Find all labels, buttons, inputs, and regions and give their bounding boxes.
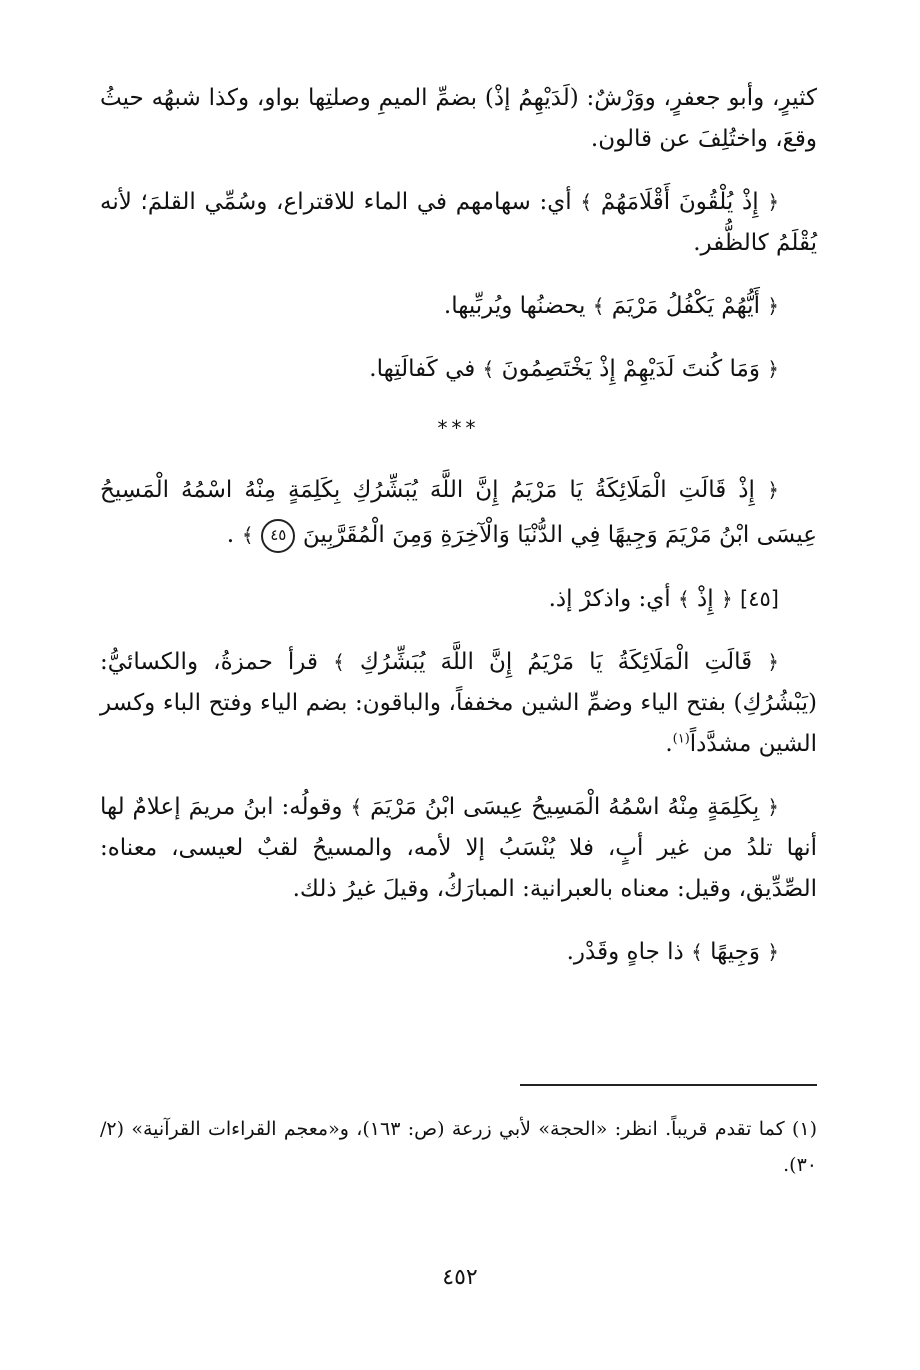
quran-open-bracket: ﴿ [767,650,779,674]
paragraph-text: أي: واذكرْ إذ. [548,586,671,612]
paragraph-text: في كَفالَتِها. [369,356,476,382]
paragraph-yubashshiruki [100,642,817,765]
quran-verse: قَالَتِ الْمَلَائِكَةُ يَا مَرْيَمُ إِنَّ اللَّهَ يُبَشِّرُكِ [359,649,753,675]
footnote: (١) كما تقدم قريباً. انظر: «الحجة» لأبي زرعة (ص: ١٦٣)، و«معجم القراءات القرآنية» (٢/ ٣٠). [100,1118,817,1176]
verse-45-block [100,467,817,557]
quran-verse: إِذْ [697,586,714,612]
quran-open-bracket: ﴿ [721,587,733,611]
quran-open-bracket: ﴿ [767,294,779,318]
quran-open-bracket: ﴿ [767,357,779,381]
quran-verse: إِذْ يُلْقُونَ أَقْلَامَهُمْ [600,189,759,215]
quran-verse: أَيُّهُمْ يَكْفُلُ مَرْيَمَ [611,293,760,319]
paragraph-yakhtasimun [100,349,817,390]
quran-verse: بِكَلِمَةٍ مِنْهُ اسْمُهُ الْمَسِيحُ عِيسَى ابْنُ مَرْيَمَ [370,794,760,820]
quran-close-bracket: ﴾ [691,940,703,964]
quran-close-bracket: ﴾ [678,587,690,611]
section-separator: *** [437,416,480,440]
period: . [226,520,235,548]
paragraph-text: يحضنُها ويُربِّيها. [443,293,586,319]
quran-close-bracket: ﴾ [580,190,593,214]
paragraph-idh [100,579,817,620]
footnote-divider [520,1084,817,1086]
quran-close-bracket: ﴾ [350,795,363,819]
ayah-number-marker: ٤٥ [261,519,295,553]
paragraph-text: أي: سهامهم في الماء للاقتراع، وسُمِّي القلمَ؛ لأنه يُقْلَمُ كالظُّفر. [100,189,817,256]
quran-open-bracket: ﴿ [767,940,779,964]
paragraph-yakful [100,286,817,327]
paragraph-text: كثيرٍ، وأبو جعفرٍ، ووَرْشٌ: (لَدَيْهِمُ إذْ) بضمِّ الميمِ وصلتِها بواو، وكذا شبهُه حيثُ وقعَ، واختُلِفَ عن قالون. [100,85,817,152]
quran-verse: وَمَا كُنتَ لَدَيْهِمْ إِذْ يَخْتَصِمُونَ [501,356,760,382]
page-number: ٤٥٢ [442,1265,478,1290]
quran-close-bracket: ﴾ [592,294,605,318]
quran-close-bracket: ﴾ [333,650,345,674]
paragraph-text: وقولُه: ابنُ مريمَ إعلامٌ لها أنها تلدُ من غير أبٍ، فلا يُنْسَبُ إلا لأمه، والمسيحُ لقبٌ لعيسى، معناه: الصِّدِّيق، وقيل: معناه بالعبرانية: المبارَكُ، وقيلَ غيرُ ذلك. [100,794,817,902]
paragraph-wajih [100,932,817,973]
period: . [665,731,673,757]
paragraph-kalima [100,787,817,910]
paragraph-text: قرأ حمزةُ، والكسائيُّ: (يَبْشُرُكِ) بفتح الياء وضمِّ الشين مخففاً، والباقون: بضم الياء وفتح الباء وكسر الشين مشدَّداً [100,649,817,757]
paragraph-reading-variants [100,78,817,160]
main-text [100,78,817,995]
paragraph-aqlam [100,182,817,264]
quran-open-bracket: ﴿ [767,795,779,819]
quran-close-bracket: ﴾ [241,523,254,547]
quran-close-bracket: ﴾ [482,357,495,381]
quran-open-bracket: ﴿ [767,190,780,214]
footnote-marker[interactable]: (١) [672,731,690,747]
verse-reference: [٤٥] [740,587,779,611]
quran-open-bracket: ﴿ [767,478,779,502]
paragraph-text: ذا جاهٍ وقَدْر. [566,939,684,965]
quran-verse-45: إِذْ قَالَتِ الْمَلَائِكَةُ يَا مَرْيَمُ إِنَّ اللَّهَ يُبَشِّرُكِ بِكَلِمَةٍ مِنْهُ اسْمُهُ الْمَسِيحُ عِيسَى ابْنُ مَرْيَمَ وَجِيهًا فِي الدُّنْيَا وَالْآخِرَةِ وَمِنَ الْمُقَرَّبِينَ [100,477,817,548]
quran-verse: وَجِيهًا [710,939,760,965]
